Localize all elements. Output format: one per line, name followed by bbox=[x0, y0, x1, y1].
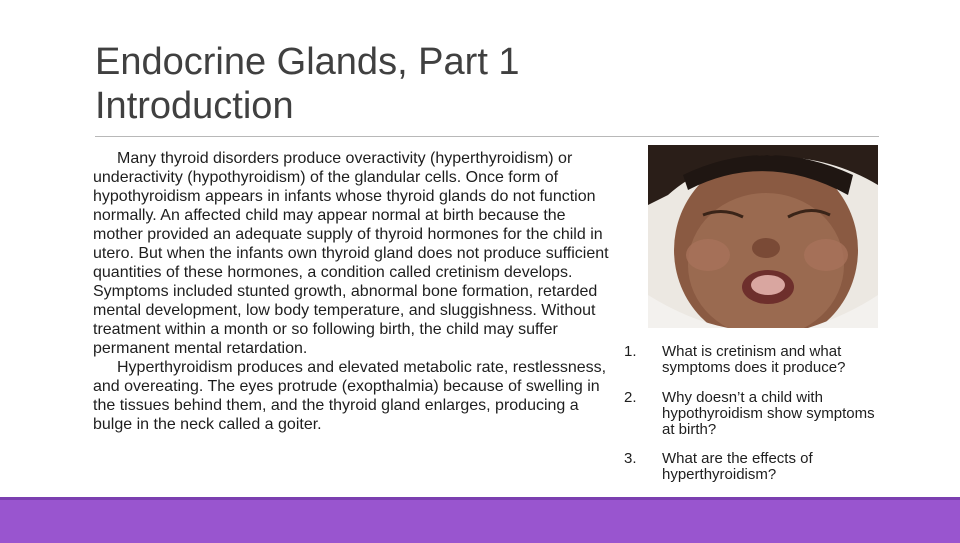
question-text: Why doesn’t a child with hypothyroidism show symptoms at birth? bbox=[662, 389, 875, 438]
slide-title bbox=[95, 40, 795, 128]
infant-face-illustration bbox=[648, 145, 878, 328]
question-number: 2. bbox=[624, 389, 637, 406]
paragraph-hyperthyroidism: Hyperthyroidism produces and elevated metabolic rate, restlessness, and overeating. The eyes protrude (exopthalmia) because of swelling in the tissues behind them, and the thyroid gland enlarges, producing a bulge in the neck called a goiter. bbox=[93, 359, 607, 433]
question-item bbox=[620, 390, 890, 438]
body-text bbox=[93, 149, 618, 434]
footer-bar bbox=[0, 497, 960, 543]
question-text: What are the effects of hyperthyroidism? bbox=[662, 450, 813, 483]
question-item bbox=[620, 344, 890, 376]
question-text: What is cretinism and what symptoms does it produce? bbox=[662, 343, 846, 376]
question-number: 1. bbox=[624, 343, 637, 360]
question-item bbox=[620, 451, 890, 483]
slide-title-line-2: Introduction bbox=[95, 85, 294, 127]
slide-title-line-1: Endocrine Glands, Part 1 bbox=[95, 41, 520, 83]
question-number: 3. bbox=[624, 450, 637, 467]
title-divider bbox=[95, 136, 879, 137]
question-list bbox=[620, 344, 890, 483]
paragraph-hypothyroidism: Many thyroid disorders produce overactivity (hyperthyroidism) or underactivity (hypothyroidism) of the glandular cells. Once form of hypothyroidism appears in infants whose thyroid glands do not function normally. An affected child may appear normal at birth because the mother provided an adequate supply of thyroid hormones for the child in utero. But when the infants own thyroid gland does not produce sufficient quantities of these hormones, a condition called cretinism develops. Symptoms included stunted growth, abnormal bone formation, retarded mental development, low body temperature, and sluggishness. Without treatment within a month or so following birth, the child may suffer permanent mental retardation. bbox=[93, 150, 609, 357]
infant-photo bbox=[648, 145, 878, 328]
